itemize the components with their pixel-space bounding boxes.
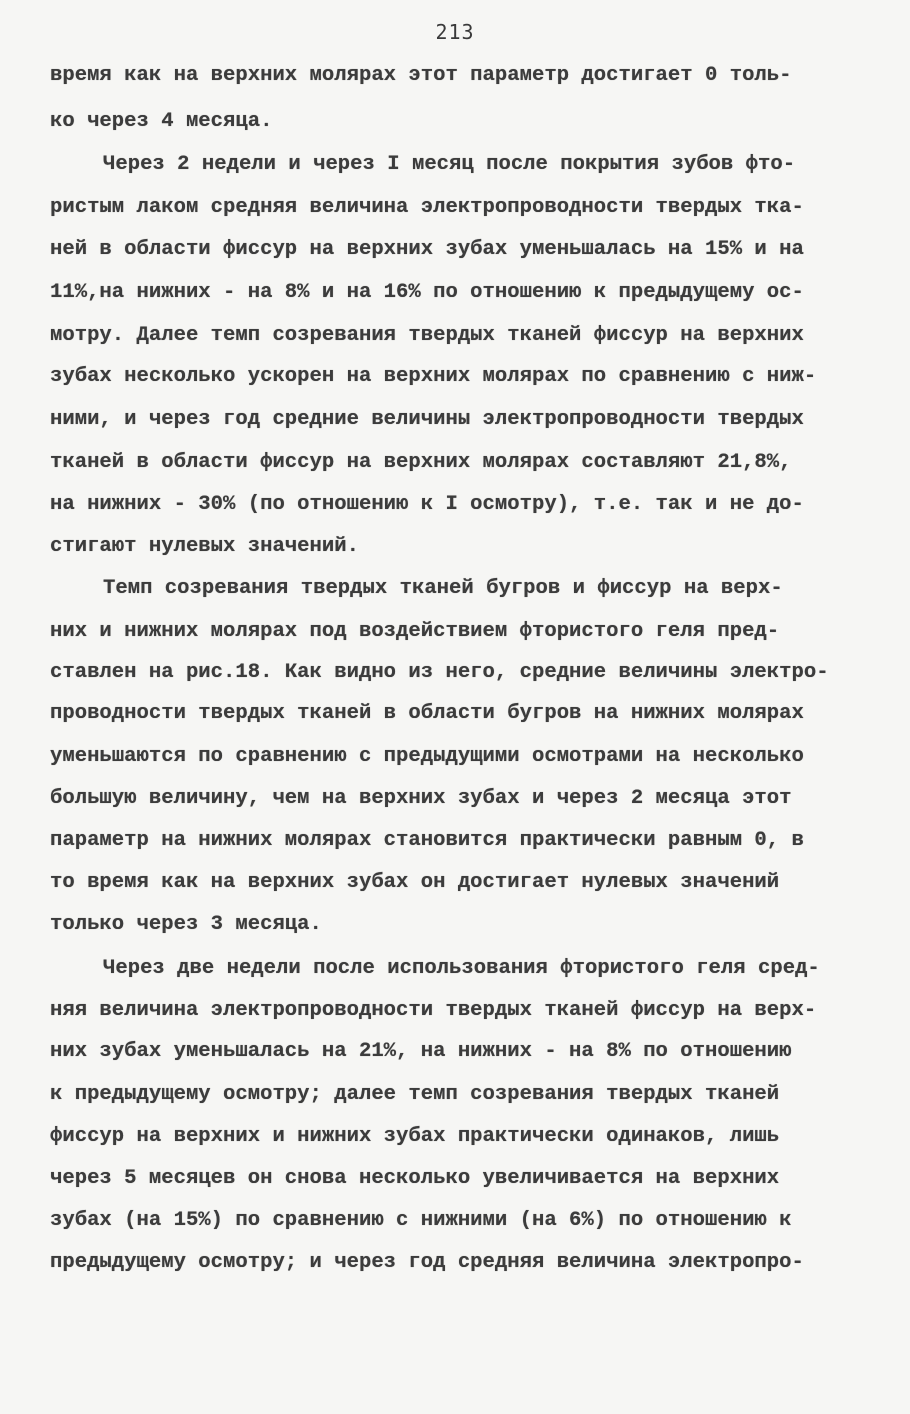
text-line: стигают нулевых значений. <box>50 535 359 558</box>
text-line: то время как на верхних зубах он достигает нулевых значений <box>50 871 780 894</box>
text-line: ставлен на рис.18. Как видно из него, средние величины электро- <box>50 661 829 684</box>
paragraph-first-line: Темп созревания твердых тканей бугров и фиссур на верх- <box>103 577 783 600</box>
text-line: них зубах уменьшалась на 21%, на нижних - на 8% по отношению <box>50 1040 792 1063</box>
text-line: ристым лаком средняя величина электропроводности твердых тка- <box>50 196 804 219</box>
text-line: на нижних - 30% (по отношению к I осмотру), т.е. так и не до- <box>50 493 804 516</box>
text-line: проводности твердых тканей в области бугров на нижних молярах <box>50 702 804 725</box>
text-line: предыдущему осмотру; и через год средняя величина электропро- <box>50 1251 804 1274</box>
text-line: зубах (на 15%) по сравнению с нижними (на 6%) по отношению к <box>50 1209 792 1232</box>
text-line: няя величина электропроводности твердых тканей фиссур на верх- <box>50 999 817 1022</box>
text-line: уменьшаются по сравнению с предыдущими осмотрами на несколько <box>50 745 804 768</box>
text-line: время как на верхних молярах этот параметр достигает 0 толь- <box>50 64 792 87</box>
page-number: 213 <box>435 20 475 44</box>
text-line: тканей в области фиссур на верхних молярах составляют 21,8%, <box>50 451 792 474</box>
text-line: ними, и через год средние величины электропроводности твердых <box>50 408 804 431</box>
text-line: к предыдущему осмотру; далее темп созревания твердых тканей <box>50 1083 780 1106</box>
text-line: 11%,на нижних - на 8% и на 16% по отношению к предыдущему ос- <box>50 281 804 304</box>
text-line: зубах несколько ускорен на верхних молярах по сравнению с ниж- <box>50 365 817 388</box>
text-line: мотру. Далее темп созревания твердых тканей фиссур на верхних <box>50 324 804 347</box>
text-line: них и нижних молярах под воздействием фтористого геля пред- <box>50 620 780 643</box>
text-line: большую величину, чем на верхних зубах и через 2 месяца этот <box>50 787 792 810</box>
text-line: фиссур на верхних и нижних зубах практически одинаков, лишь <box>50 1125 780 1148</box>
text-line: параметр на нижних молярах становится практически равным 0, в <box>50 829 804 852</box>
text-line: ко через 4 месяца. <box>50 110 273 133</box>
text-line: ней в области фиссур на верхних зубах уменьшалась на 15% и на <box>50 238 804 261</box>
paragraph-first-line: Через две недели после использования фтористого геля сред- <box>103 957 820 980</box>
text-line: только через 3 месяца. <box>50 913 322 936</box>
text-line: через 5 месяцев он снова несколько увеличивается на верхних <box>50 1167 780 1190</box>
paragraph-first-line: Через 2 недели и через I месяц после покрытия зубов фто- <box>103 153 796 176</box>
